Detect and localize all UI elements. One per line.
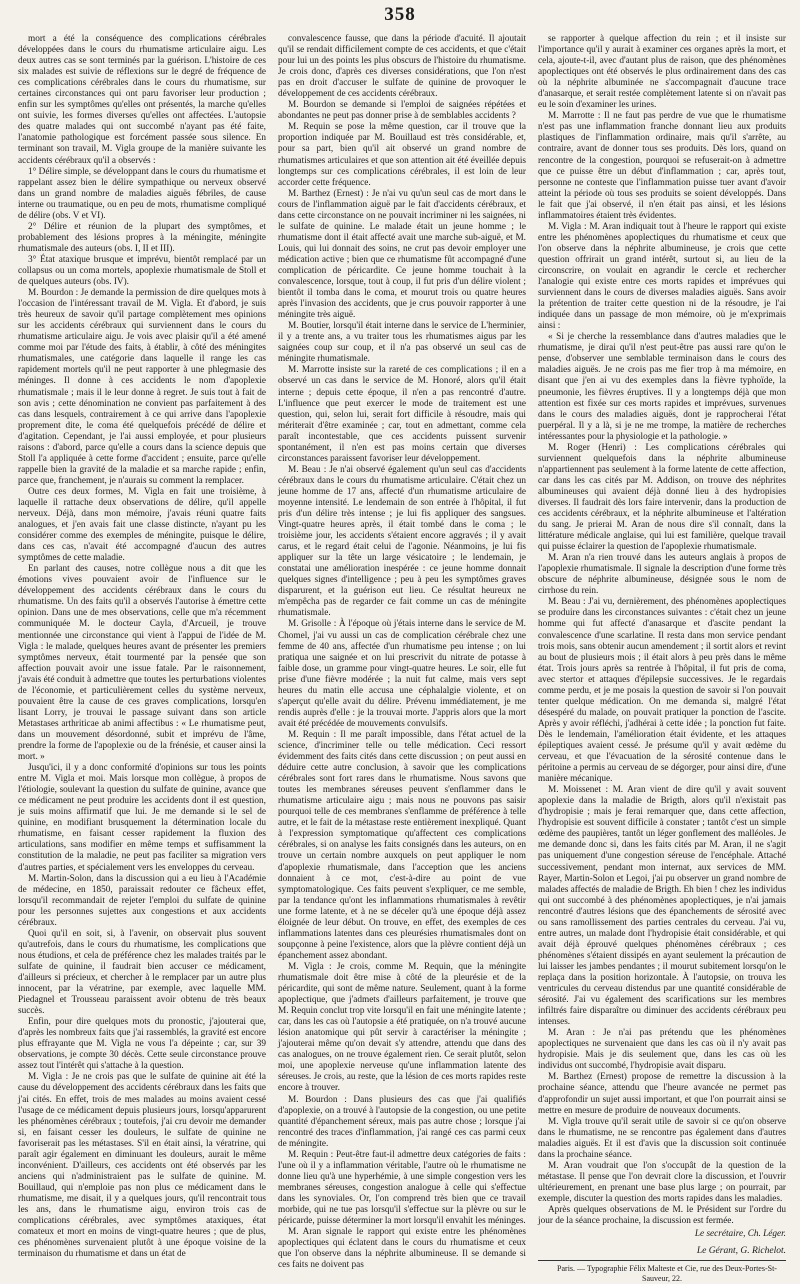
paragraph: M. Requin : Il me paraît impossible, dans l'état actuel de la science, d'incriminer telle ou telle médication. Ceci ressort évidemment des faits cités dans cette discussion ; on peut aussi en déduire cette autre conclusion, à savoir que les complications cérébrales sont fort rares dans le rhumatisme. Nous savons que toutes les membranes séreuses peuvent s'enflammer dans le rhumatisme articulaire aigu ; mais nous ne pouvons pas saisir pourquoi telle de ces membranes s'enflamme de préférence à telle autre, et le fait de la métastase reste entièrement inexpliqué. Quant à l'expression symptomatique qu'affectent ces complications cérébrales, si on analyse les faits consignés dans les auteurs, on en trouve un certain nombre auxquels on peut appliquer le nom d'apoplexie rhumatismale, dans l'acception que les anciens donnaient à ce mot, c'est-à-dire au point de vue symptomatologique. Ces faits peuvent s'expliquer, ce me semble, par la tendance qu'ont les inflammations rhumatismales à revêtir une forme latente, et à ne se déceler qu'à une époque déjà assez éloignée de leur début. On trouve, en effet, des exemples de ces inflammations latentes dans ces pleurésies rhumatismales dont on soupçonne à peine l'existence, alors que la plèvre contient déjà un épanchement assez abondant. [278, 729, 526, 961]
paragraph: M. Moissenet : M. Aran vient de dire qu'il y avait souvent apoplexie dans la maladie de Brigth, alors qu'il n'existait pas d'hydropisie ; mais je ferai remarquer que, dans cette affection, l'hydropisie est souvent difficile à constater ; tantôt c'est un simple œdème des paupières, tantôt un léger gonflement des malléoles. Je me demande donc si, dans les faits cités par M. Aran, il ne s'agit pas uniquement d'une congestion séreuse de l'encéphale. Attaché successivement, pendant mon internat, aux services de MM. Rayer, Martin-Solon et Legoi, j'ai pu observer un grand nombre de malades affectés de maladie de Brigth. Eh bien ! chez les individus qui ont succombé à des phénomènes apoplectiques, je n'ai jamais rencontré d'autres lésions que des épanchements de sérosité avec ou sans ramollissement des parties centrales du cerveau. J'ai vu, entre autres, un malade dont l'hydropisie était considérable, et qui avait déjà éprouvé quelques phénomènes cérébraux ; ces phénomènes s'étaient dissipés en ayant seulement la précaution de lui laisser les jambes pendantes ; il mourut subitement lorsqu'on le replaça dans la position horizontale. À l'autopsie, on trouva les ventricules du cerveau distendus par une quantité considérable de sérosité. J'ai vu également des scarifications sur les membres infiltrés faire disparaître ou diminuer des accidents cérébraux peu intenses. [538, 785, 786, 1028]
paragraph: M. Roger (Henri) : Les complications cérébrales qui surviennent quelquefois dans la néphrite albumineuse n'appartiennent pas seulement à la forme latente de cette affection, car dans les cas cités par M. Addison, on trouve des néphrites albumineuses qui avaient déjà donné lieu à des hydropisies diverses. Il faudrait dès lors faire intervenir, dans la production de ces accidents cérébraux, et la néphrite albumineuse et l'altération du sang. Je prierai M. Aran de nous dire s'il connaît, dans la littérature médicale anglaise, qui lui est familière, quelque travail qui puisse éclairer la question de l'apoplexie rhumatismale. [538, 442, 786, 553]
paragraph: M. Aran signale le rapport qui existe entre les phénomènes apoplectiques qui éclatent dans le cours du rhumatisme et ceux que l'on observe dans la néphrite albumineuse. Il se demande si ces faits ne doivent pas [278, 1227, 526, 1271]
paragraph: M. Bourdon : Je demande la permission de dire quelques mots à l'occasion de l'intéressant travail de M. Vigla. Et d'abord, je suis très heureux de savoir qu'il partage complètement mes opinions sur les accidents cérébraux qui surviennent dans le cours du rhumatisme articulaire aigu. Je vois avec plaisir qu'il a été amené comme moi par l'étude des faits, à établir, à côté des méningites rhumatismales, une catégorie dans laquelle il range les cas rapidement mortels qu'il ne peut rapporter à une phlegmasie des méninges. Il donne à ces accidents le nom d'apoplexie rhumatismale ; mais il le leur donne à regret. Je suis tout à fait de son avis ; cette dénomination ne convient pas parfaitement à des cas dans lesquels, contrairement à ce qui arrive dans l'apoplexie proprement dite, le coma été quelquefois précédé de délire et d'agitation. Cependant, je l'ai aussi employée, et pour plusieurs raisons : d'abord, parce qu'elle a cours dans la science depuis que Stoll l'a appliquée à cette forme d'accident ; ensuite, parce qu'elle rappelle bien la gravité de la maladie et sa marche rapide ; enfin, parce que, franchement, je n'aurais su comment la remplacer. [18, 288, 266, 486]
page-number: 358 [384, 4, 416, 25]
secretary-signature: Le secrétaire, Ch. Léger. [694, 1229, 786, 1240]
paragraph: Après quelques observations de M. le Président sur l'ordre du jour de la séance prochaine, la discussion est fermée. [538, 1204, 786, 1227]
paragraph: M. Requin : Peut-être faut-il admettre deux catégories de faits : l'une où il y a inflammation véritable, l'autre où le rhumatisme ne donne lieu qu'à une hyperhémie, à une simple congestion vers les membranes séreuses, congestion analogue à celle qui s'effectue dans les synoviales. Or, l'on comprend très bien que ce travail morbide, qui ne tue pas lorsqu'il s'effectue sur la plèvre ou sur le péricarde, puisse déterminer la mort lorsqu'il envahit les méninges. [278, 1149, 526, 1227]
paragraph: Quoi qu'il en soit, si, à l'avenir, on observait plus souvent qu'autrefois, dans le cours du rhumatisme, les complications que nous étudions, et cela de préférence chez les malades traités par le sulfate de quinine, il faudrait bien accuser ce médicament, d'ailleurs si précieux, et chercher à le remplacer par un autre plus innocent, par la vératrine, par exemple, avec laquelle MM. Piedagnel et Trousseau paraissent avoir obtenu de très beaux succès. [18, 928, 266, 1017]
paragraph: M. Bourdon : Dans plusieurs des cas que j'ai qualifiés d'apoplexie, on a trouvé à l'autopsie de la congestion, ou une petite quantité d'épanchement séreux, mais pas autre chose ; lorsque j'ai rencontré des traces d'inflammation, j'ai rangé ces cas parmi ceux de méningite. [278, 1094, 526, 1149]
paragraph: convalescence fausse, que dans la période d'acuité. Il ajoutait qu'il se rendait difficilement compte de ces accidents, et que c'était pour lui un des points les plus obscurs de l'histoire du rhumatisme. Je crois donc, d'après ces diverses considérations, que l'on n'est pas en droit d'accuser le sulfate de quinine de provoquer le développement de ces accidents cérébraux. [278, 34, 526, 100]
paragraph: M. Beau : Je n'ai observé également qu'un seul cas d'accidents cérébraux dans le cours du rhumatisme articulaire. C'était chez un jeune homme de 17 ans, affecté d'un rhumatisme articulaire de moyenne intensité. Le lendemain de son entrée à l'hôpital, il fut pris d'un délire très intense ; je lui fis appliquer des sangsues. Vingt-quatre heures après, il était tombé dans le coma ; le troisième jour, les accidents s'étaient encore aggravés ; il y avait carus, et le regard était celui de l'agonie. Néanmoins, je lui fis appliquer sur la tête un large vésicatoire ; le lendemain, je constatai une amélioration inespérée : ce jeune homme donnait quelques signes d'intelligence ; peu à peu les symptômes graves disparurent, et la guérison eut lieu. Ce résultat heureux ne m'empêcha pas de regarder ce fait comme un cas de méningite rhumatismale. [278, 464, 526, 619]
paragraph: M. Marrotte insiste sur la rareté de ces complications ; il en a observé un cas dans le service de M. Honoré, alors qu'il était interne ; depuis cette époque, il n'en a pas rencontré d'autre. L'influence que peut exercer le mode de traitement est une question, qui, selon lui, serait fort difficile à résoudre, mais qui mériterait d'être examinée ; car, tout en admettant, comme cela paraît incontestable, que ces accidents puissent survenir spontanément, il n'en est pas moins certain que diverses circonstances paraissent favoriser leur développement. [278, 365, 526, 464]
paragraph: Outre ces deux formes, M. Vigla en fait une troisième, à laquelle il rattache deux observations de délire, qu'il appelle nerveux. Déjà, dans mon mémoire, j'avais réuni quatre faits analogues, et j'en avais fait une classe distincte, n'ayant pu les considérer comme des exemples de méningite, puisque le délire, dans ces cas, n'avait été accompagné d'aucun des autres symptômes de cette maladie. [18, 486, 266, 564]
text-columns [18, 34, 786, 1284]
paragraph: M. Vigla trouve qu'il serait utile de savoir si ce qu'on observe dans le rhumatisme, ne se rencontre pas également dans d'autres maladies aiguës. Et il est d'avis que la discussion soit continuée dans la prochaine séance. [538, 1116, 786, 1160]
paragraph: M. Boutier, lorsqu'il était interne dans le service de L'herminier, il y a trente ans, a vu traiter tous les rhumatismes aigus par les saignées coup sur coup, et il n'a pas observé un seul cas de méningite rhumatismale. [278, 321, 526, 365]
paragraph: Enfin, pour dire quelques mots du pronostic, j'ajouterai que, d'après les nombreux faits que j'ai rassemblés, la gravité est encore plus effrayante que M. Vigla ne vous l'a dépeinte ; car, sur 39 observations, je compte 30 décès. Cette seule circonstance prouve assez tout l'intérêt qui s'attache à la question. [18, 1017, 266, 1072]
gerant-line: Le Gérant, G. Richelot. [696, 1246, 786, 1257]
column-right-body [538, 34, 786, 1227]
paragraph: M. Martin-Solon, dans la discussion qui a eu lieu à l'Académie de médecine, en 1850, paraissait redouter ce fâcheux effet, lorsqu'il recommandait de rejeter l'emploi du sulfate de quinine pour les personnes sujettes aux congestions et aux accidents cérébraux. [18, 873, 266, 928]
paragraph: M. Aran voudrait que l'on s'occupât de la question de la métastase. Il pense que l'on devrait clore la discussion, et l'ouvrir ultérieurement, en prenant une base plus large ; on pourrait, par exemple, discuter la question des morts rapides dans les maladies. [538, 1160, 786, 1204]
column-middle [278, 34, 526, 1271]
column-left [18, 34, 266, 1260]
paragraph: M. Bourdon se demande si l'emploi de saignées répétées et abondantes ne peut pas donner prise à de semblables accidents ? [278, 100, 526, 122]
paragraph: M. Requin se pose la même question, car il trouve que la proportion indiquée par M. Bouillaud est très considérable, et, pour sa part, bien qu'il ait observé un grand nombre de rhumatismes articulaires et que son attention ait été éveillée depuis longtemps sur ces complications cérébrales, il est loin de leur accorder cette fréquence. [278, 122, 526, 188]
paragraph: M. Barthez (Ernest) : Je n'ai vu qu'un seul cas de mort dans le cours de l'inflammation aiguë par le fait d'accidents cérébraux, et dans cette circonstance on ne pouvait incriminer ni les saignées, ni le sulfate de quinine. Le malade était un jeune homme ; le rhumatisme dont il était affecté avait une marche sub-aiguë, et M. Louis, qui lui donnait des soins, ne crut pas devoir employer une médication active ; bien que ce rhumatisme fût accompagné d'une complication de péricardite. Ce jeune homme touchait à la convalescence, lorsque, tout à coup, il fut pris d'un délire violent ; bientôt il tomba dans le coma, et mourut trois ou quatre heures après l'invasion des accidents, que je crus pouvoir rapporter à une méningite très aiguë. [278, 188, 526, 321]
column-right [538, 34, 786, 1284]
paragraph: M. Aran : Je n'ai pas prétendu que les phénomènes apoplectiques ne survenaient que dans les cas où il n'y avait pas hydropisie. Mais je dis seulement que, dans les cas où les individus ont succombé, l'hydropisie avait disparu. [538, 1028, 786, 1072]
paragraph: M. Grisolle : À l'époque où j'étais interne dans le service de M. Chomel, j'ai vu aussi un cas de complication cérébrale chez une femme de 40 ans, affectée d'un rhumatisme peu intense ; on lui pratiqua une saignée et on lui prescrivit du nitrate de potasse à faible dose, un gramme pour vingt-quatre heures. Le soir, elle fut prise d'une fièvre modérée ; la nuit fut calme, mais vers sept heures du matin elle accusa une céphalalgie violente, et on s'aperçut qu'elle avait du délire. Prévenu immédiatement, je me rendis auprès d'elle : je la trouvai morte. J'appris alors que la mort avait été précédée de mouvements convulsifs. [278, 619, 526, 729]
printer-imprint: Paris. — Typographie Félix Malteste et Cie, rue des Deux-Portes-St-Sauveur, 22. [557, 1264, 777, 1284]
paragraph: M. Aran n'a rien trouvé dans les auteurs anglais à propos de l'apoplexie rhumatismale. Il signale la description d'une forme très obscure de néphrite albumineuse, désignée sous le nom de cirrhose du rein. [538, 553, 786, 597]
paragraph: M. Vigla : Je crois, comme M. Requin, que la méningite rhumatismale doit être mise à côté de la pleurésie et de la péricardite, qui sont de même nature. Seulement, quant à la forme apoplectique, que j'admets d'ailleurs parfaitement, je trouve que M. Requin conclut trop vite lorsqu'il en fait une méningite latente ; car, dans les cas où l'autopsie a été pratiquée, on n'a trouvé aucune lésion anatomique qui pût servir à caractériser la méningite ; j'ajouterai même qu'on devait s'y attendre, attendu que dans des cas analogues, on ne trouve également rien. Ce serait plutôt, selon moi, une apoplexie nerveuse qu'une inflammation latente des séreuses. Je crois, au reste, que la lésion de ces morts rapides reste encore à trouver. [278, 961, 526, 1094]
paragraph: M. Barthez (Ernest) propose de remettre la discussion à la prochaine séance, attendu que l'heure avancée ne permet pas d'approfondir un sujet aussi important, et que l'on pourrait ainsi se mettre en mesure de produire de nouveaux documents. [538, 1072, 786, 1116]
paragraph: mort a été la conséquence des complications cérébrales développées dans le cours du rhumatisme articulaire aigu. Les deux autres cas se sont terminés par la guérison. L'histoire de ces six malades est suivie de réflexions sur le degré de fréquence de ces complications cérébrales dans le cours du rhumatisme, sur certaines circonstances qui ont paru favoriser leur production ; enfin sur les symptômes qu'elles ont présentés, la marche qu'elles ont suivie, les formes diverses qu'elles ont affectées. L'autopsie des quatre malades qui ont succombé n'ayant pas été faite, l'anatomie pathologique est forcément passée sous silence. En terminant son travail, M. Vigla groupe de la manière suivante les accidents cérébraux qu'il a observés : [18, 34, 266, 166]
footer-rule [538, 1260, 786, 1261]
paragraph: se rapporter à quelque affection du rein ; et il insiste sur l'importance qu'il y aurait à examiner ces organes après la mort, et cela, ajoute-t-il, avec d'autant plus de raison, que des phénomènes apoplectiques ont été observés le plus ordinairement dans des cas où la néphrite albuminée ne s'accompagnait d'aucune trace d'anasarque, et serait restée complètement latente si on n'avait pas eu le soin d'examiner les urines. [538, 34, 786, 111]
paragraph: M. Vigla : M. Aran indiquait tout à l'heure le rapport qui existe entre les phénomènes apoplectiques du rhumatisme et ceux que l'on observe dans la néphrite albumineuse, je crois que cette question offrirait un grand intérêt, surtout si, au lieu de la circonscrire, on voulait en agrandir le cercle et rechercher l'analogie qui existe entre ces morts rapides et imprévues qui surviennent dans le cours de diverses maladies aiguës. Sans avoir la prétention de traiter cette question ni de la résoudre, je l'ai indiquée dans un passage de mon mémoire, où je m'exprimais ainsi : [538, 221, 786, 332]
paragraph: 1° Délire simple, se développant dans le cours du rhumatisme et rappelant assez bien le délire sympathique ou nerveux observé dans un grand nombre de maladies aiguës fébriles, de cause interne ou traumatique, ou en peu de mots, rhumatisme compliqué de délire (obs. V et VI). [18, 166, 266, 221]
paragraph: Jusqu'ici, il y a donc conformité d'opinions sur tous les points entre M. Vigla et moi. Mais lorsque mon collègue, à propos de l'étiologie, soulevant la question du sulfate de quinine, avance que ce médicament ne peut produire les accidents dont il est question, je suis moins affirmatif que lui. Je me demande si le sel de quinine, en modifiant brusquement la détermination locale du rhumatisme, en faisant cesser rapidement la fluxion des articulations, sans modifier en même temps et suffisamment la constitution de la maladie, ne peut pas faciliter sa migration vers d'autres parties, et spécialement vers les enveloppes du cerveau. [18, 763, 266, 873]
paragraph: En parlant des causes, notre collègue nous a dit que les émotions vives pouvaient avoir de l'influence sur le développement des accidents cérébraux dans le cours du rhumatisme. Un des faits qu'il a observés l'autorise à émettre cette opinion. Dans une de mes observations, celle que m'a récemment communiquée M. le docteur Cayla, d'Arcueil, je trouve mentionnée une circonstance qui vient à l'appui de l'idée de M. Vigla : le malade, quelques heures avant de présenter les premiers symptômes nerveux, était tourmenté par la pensée que son affection pouvait avoir une issue fatale. Par le raisonnement, j'avais été conduit à admettre que toutes les perturbations violentes de l'économie, et particulièrement celles du système nerveux, pouvaient être la cause de ces graves complications, lorsqu'en lisant Lorry, je trouvai le passage suivant dans son article Metastases arthriticae ab animi affectibus : « Le rhumatisme peut, dans un mouvement désordonné, subit et imprévu de l'âme, prendre la forme de l'apoplexie ou de la frénésie, et causer ainsi la mort. » [18, 564, 266, 763]
paragraph: « Si je cherche la ressemblance dans d'autres maladies que le rhumatisme, je dirai qu'il n'est peut-être pas aussi rare qu'on le pense, d'observer une semblable terminaison dans le cours des maladies aiguës. Je ne crois pas me fier trop à ma mémoire, en disant que j'en ai vu des exemples dans la fièvre typhoïde, la pneumonie, les fièvres éruptives. Il y a longtemps déjà que mon attention est fixée sur ces morts rapides et imprévues, survenues dans le cours des maladies aiguës, dont je rapprocherai l'état puerpéral. Il y a là, si je ne me trompe, la matière de recherches intéressantes pour la physiologie et la pathologie. » [538, 332, 786, 442]
paragraph: 2° Délire et réunion de la plupart des symptômes, et probablement des lésions propres à la méningite, méningite rhumatismale des auteurs (obs. I, II et III). [18, 221, 266, 254]
paragraph: M. Marrotte : Il ne faut pas perdre de vue que le rhumatisme n'est pas une inflammation franche donnant lieu aux produits plastiques de l'inflammation ordinaire, mais qu'il s'arrête, au contraire, avant de donner tous ses produits. Dès lors, quand on rencontre de la congestion, pourquoi se refuserait-on à admettre que ce puisse être un début d'inflammation ; car, après tout, personne ne conteste que l'inflammation puisse tuer avant d'avoir atteint la période où tous ses produits se soient développés. Dans le fait que j'ai observé, il n'en était pas ainsi, et les lésions inflammatoires étaient très évidentes. [538, 111, 786, 221]
paragraph: 3° État ataxique brusque et imprévu, bientôt remplacé par un collapsus ou un coma mortels, apoplexie rhumatismale de Stoll et de quelques auteurs (obs. IV). [18, 254, 266, 288]
paragraph: M. Vigla : Je ne crois pas que le sulfate de quinine ait été la cause du développement des accidents cérébraux dans les faits que j'ai cités. En effet, trois de mes malades au moins avaient cessé l'usage de ce médicament depuis plusieurs jours, lorsqu'apparurent les phénomènes cérébraux ; toutefois, j'ai cru devoir me demander si, en faisant cesser les douleurs, le sulfate de quinine ne favoriserait pas les métastases. S'il en était ainsi, la vératrine, qui paraît agir également en diminuant les douleurs, aurait le même inconvénient. D'ailleurs, ces accidents ont été observés par les anciens qui n'administraient pas le sulfate de quinine. M. Bouillaud, qui n'emploie pas non plus ce médicament dans le rhumatisme, me disait, il y a quelques jours, qu'il rencontrait tous les ans, dans le rhumatisme aigu, environ trois cas de complications cérébrales, avec symptômes ataxiques, état comateux et mort en moins de vingt-quatre heures ; que de plus, ces phénomènes survenaient plutôt à une époque voisine de la terminaison du rhumatisme et dans un état de [18, 1072, 266, 1260]
paragraph: M. Beau : J'ai vu, dernièrement, des phénomènes apoplectiques se produire dans les circonstances suivantes : c'était chez un jeune homme qui fut affecté d'anasarque et d'ascite pendant la convalescence d'une scarlatine. Il resta dans mon service pendant trois mois, sans obtenir aucun amendement ; il sortit alors et revint au bout de plusieurs mois ; il était alors à peu près dans le même état. Trois jours après sa rentrée à l'hôpital, il fut pris de coma, avec stertor et attaques d'épilepsie successives. Je le regardais comme perdu, et je me posais la question de savoir si l'on pouvait tenter quelque médication. On me demanda si, malgré l'état désespéré du malade, on pouvait pratiquer la ponction de l'ascite. Après y avoir réfléchi, j'adhérai à cette idée ; la ponction fut faite. Dès le lendemain, l'amélioration était évidente, et les attaques épileptiques avaient cessé. Je présume qu'il y avait œdème du cerveau, et que l'évacuation de la sérosité contenue dans le péritoine a permis au cerveau de se dégorger, pour ainsi dire, d'une manière mécanique. [538, 597, 786, 785]
